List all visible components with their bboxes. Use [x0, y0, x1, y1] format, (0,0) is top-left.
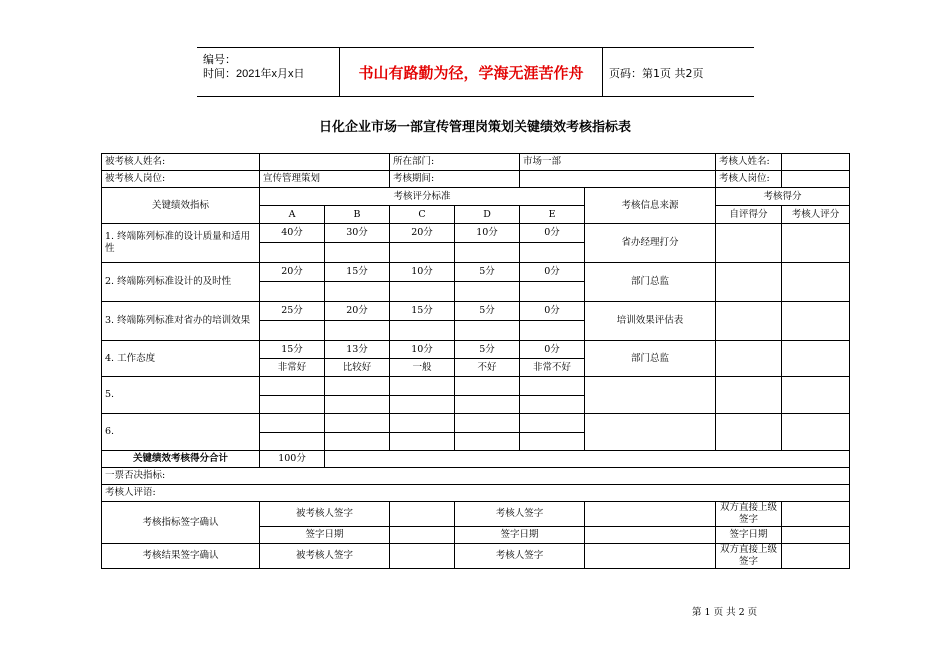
kpi-score: 25分 — [260, 302, 325, 321]
kpi-blank — [520, 282, 585, 302]
kpi-score: 5分 — [455, 341, 520, 359]
kpi-blank — [260, 282, 325, 302]
kpi-blank — [390, 321, 455, 341]
kpi-blank — [325, 433, 390, 451]
kpi-score — [260, 414, 325, 433]
document-title: 日化企业市场一部宣传管理岗策划关键绩效考核指标表 — [318, 120, 631, 135]
kpi-blank — [325, 282, 390, 302]
examiner-score-cell — [782, 224, 850, 263]
sign-date-label: 签字日期 — [455, 527, 585, 544]
grade-header: B — [325, 206, 390, 224]
score-header: 考核得分 — [716, 188, 850, 206]
page-footer: 第 1 页 共 2 页 — [692, 607, 758, 618]
sign-date-label: 签字日期 — [260, 527, 390, 544]
kpi-score — [520, 414, 585, 433]
total-blank — [325, 451, 850, 468]
kpi-score: 0分 — [520, 341, 585, 359]
kpi-score: 15分 — [390, 302, 455, 321]
self-score-cell — [716, 377, 782, 414]
time-label: 时间：2021年x月x日 — [203, 68, 305, 80]
examiner-sign-label: 考核人签字 — [455, 544, 585, 569]
kpi-score: 0分 — [520, 263, 585, 282]
examinee-name-label: 被考核人姓名: — [102, 154, 260, 171]
kpi-score: 20分 — [260, 263, 325, 282]
kpi-desc: 非常好 — [260, 359, 325, 377]
self-score-cell — [716, 341, 782, 377]
kpi-score: 0分 — [520, 302, 585, 321]
kpi-blank — [520, 396, 585, 414]
confirm-result-label: 考核结果签字确认 — [102, 544, 260, 569]
veto-label: 一票否决指标: — [102, 468, 850, 485]
kpi-blank — [455, 243, 520, 263]
kpi-name: 2. 终端陈列标准设计的及时性 — [102, 263, 260, 302]
examiner-sign-label: 考核人签字 — [455, 502, 585, 527]
kpi-score: 40分 — [260, 224, 325, 243]
kpi-score: 15分 — [325, 263, 390, 282]
kpi-score: 5分 — [455, 302, 520, 321]
kpi-blank — [390, 243, 455, 263]
kpi-blank — [325, 321, 390, 341]
kpi-score: 0分 — [520, 224, 585, 243]
kpi-blank — [260, 321, 325, 341]
kpi-blank — [390, 433, 455, 451]
kpi-source: 部门总监 — [585, 263, 716, 302]
number-label: 编号： — [203, 54, 236, 66]
sign-blank — [782, 544, 850, 569]
department-value: 市场一部 — [520, 154, 716, 171]
examiner-score-cell — [782, 302, 850, 341]
examinee-post-value: 宣传管理策划 — [260, 171, 390, 188]
kpi-score — [390, 377, 455, 396]
source-header: 考核信息来源 — [585, 188, 716, 224]
kpi-score: 30分 — [325, 224, 390, 243]
period-value — [520, 171, 716, 188]
kpi-blank — [260, 396, 325, 414]
department-label: 所在部门: — [390, 154, 520, 171]
examinee-post-label: 被考核人岗位: — [102, 171, 260, 188]
header-meta — [197, 48, 339, 96]
sign-blank — [585, 502, 716, 527]
grade-header: E — [520, 206, 585, 224]
examiner-score-cell — [782, 377, 850, 414]
examiner-score-header: 考核人评分 — [782, 206, 850, 224]
kpi-score: 10分 — [390, 263, 455, 282]
header-motto: 书山有路勤为径，学海无涯苦作舟 — [339, 48, 603, 96]
kpi-name: 5. — [102, 377, 260, 414]
kpi-score — [455, 377, 520, 396]
kpi-blank — [260, 243, 325, 263]
examinee-name-value — [260, 154, 390, 171]
sign-blank — [585, 527, 716, 544]
kpi-blank — [455, 396, 520, 414]
sign-blank — [390, 544, 455, 569]
kpi-score — [325, 377, 390, 396]
kpi-blank — [520, 433, 585, 451]
examiner-post-label: 考核人岗位: — [716, 171, 782, 188]
kpi-score: 20分 — [390, 224, 455, 243]
sign-blank — [390, 527, 455, 544]
total-value: 100分 — [260, 451, 325, 468]
superior-sign-label: 双方直接上级签字 — [716, 502, 782, 527]
kpi-source: 培训效果评估表 — [585, 302, 716, 341]
self-score-cell — [716, 302, 782, 341]
kpi-source — [585, 377, 716, 414]
kpi-score — [260, 377, 325, 396]
kpi-score: 10分 — [390, 341, 455, 359]
kpi-score — [390, 414, 455, 433]
sign-blank — [390, 502, 455, 527]
sign-date-label: 签字日期 — [716, 527, 782, 544]
sign-blank — [585, 544, 716, 569]
total-label: 关键绩效考核得分合计 — [102, 451, 260, 468]
grade-header: C — [390, 206, 455, 224]
kpi-blank — [520, 321, 585, 341]
kpi-table — [101, 153, 850, 569]
kpi-name: 4. 工作态度 — [102, 341, 260, 377]
examiner-score-cell — [782, 263, 850, 302]
examinee-sign-label: 被考核人签字 — [260, 502, 390, 527]
kpi-name: 6. — [102, 414, 260, 451]
self-score-cell — [716, 414, 782, 451]
sign-blank — [782, 502, 850, 527]
kpi-blank — [390, 396, 455, 414]
kpi-blank — [260, 433, 325, 451]
kpi-source — [585, 414, 716, 451]
kpi-name: 1. 终端陈列标准的设计质量和适用性 — [102, 224, 260, 263]
criteria-header: 考核评分标准 — [260, 188, 585, 206]
kpi-score: 20分 — [325, 302, 390, 321]
examiner-name-label: 考核人姓名: — [716, 154, 782, 171]
sign-blank — [782, 527, 850, 544]
kpi-score: 13分 — [325, 341, 390, 359]
superior-sign-label: 双方直接上级签字 — [716, 544, 782, 569]
self-score-cell — [716, 224, 782, 263]
kpi-score — [325, 414, 390, 433]
kpi-score: 5分 — [455, 263, 520, 282]
kpi-blank — [455, 282, 520, 302]
kpi-name: 3. 终端陈列标准对省办的培训效果 — [102, 302, 260, 341]
kpi-score — [520, 377, 585, 396]
grade-header: A — [260, 206, 325, 224]
kpi-desc: 一般 — [390, 359, 455, 377]
kpi-blank — [390, 282, 455, 302]
kpi-source: 部门总监 — [585, 341, 716, 377]
examinee-sign-label: 被考核人签字 — [260, 544, 390, 569]
grade-header: D — [455, 206, 520, 224]
kpi-score — [455, 414, 520, 433]
kpi-header: 关键绩效指标 — [102, 188, 260, 224]
kpi-desc: 非常不好 — [520, 359, 585, 377]
self-score-cell — [716, 263, 782, 302]
page-info: 页码：第1页 共2页 — [609, 67, 704, 80]
comment-label: 考核人评语: — [102, 485, 850, 502]
self-score-header: 自评得分 — [716, 206, 782, 224]
kpi-source: 省办经理打分 — [585, 224, 716, 263]
page-header — [197, 47, 754, 97]
kpi-blank — [455, 433, 520, 451]
examiner-score-cell — [782, 341, 850, 377]
kpi-blank — [455, 321, 520, 341]
kpi-blank — [325, 396, 390, 414]
kpi-desc: 不好 — [455, 359, 520, 377]
confirm-indicator-label: 考核指标签字确认 — [102, 502, 260, 544]
examiner-post-value — [782, 171, 850, 188]
examiner-name-value — [782, 154, 850, 171]
kpi-desc: 比较好 — [325, 359, 390, 377]
kpi-blank — [520, 243, 585, 263]
kpi-score: 15分 — [260, 341, 325, 359]
examiner-score-cell — [782, 414, 850, 451]
kpi-blank — [325, 243, 390, 263]
period-label: 考核期间: — [390, 171, 520, 188]
kpi-score: 10分 — [455, 224, 520, 243]
